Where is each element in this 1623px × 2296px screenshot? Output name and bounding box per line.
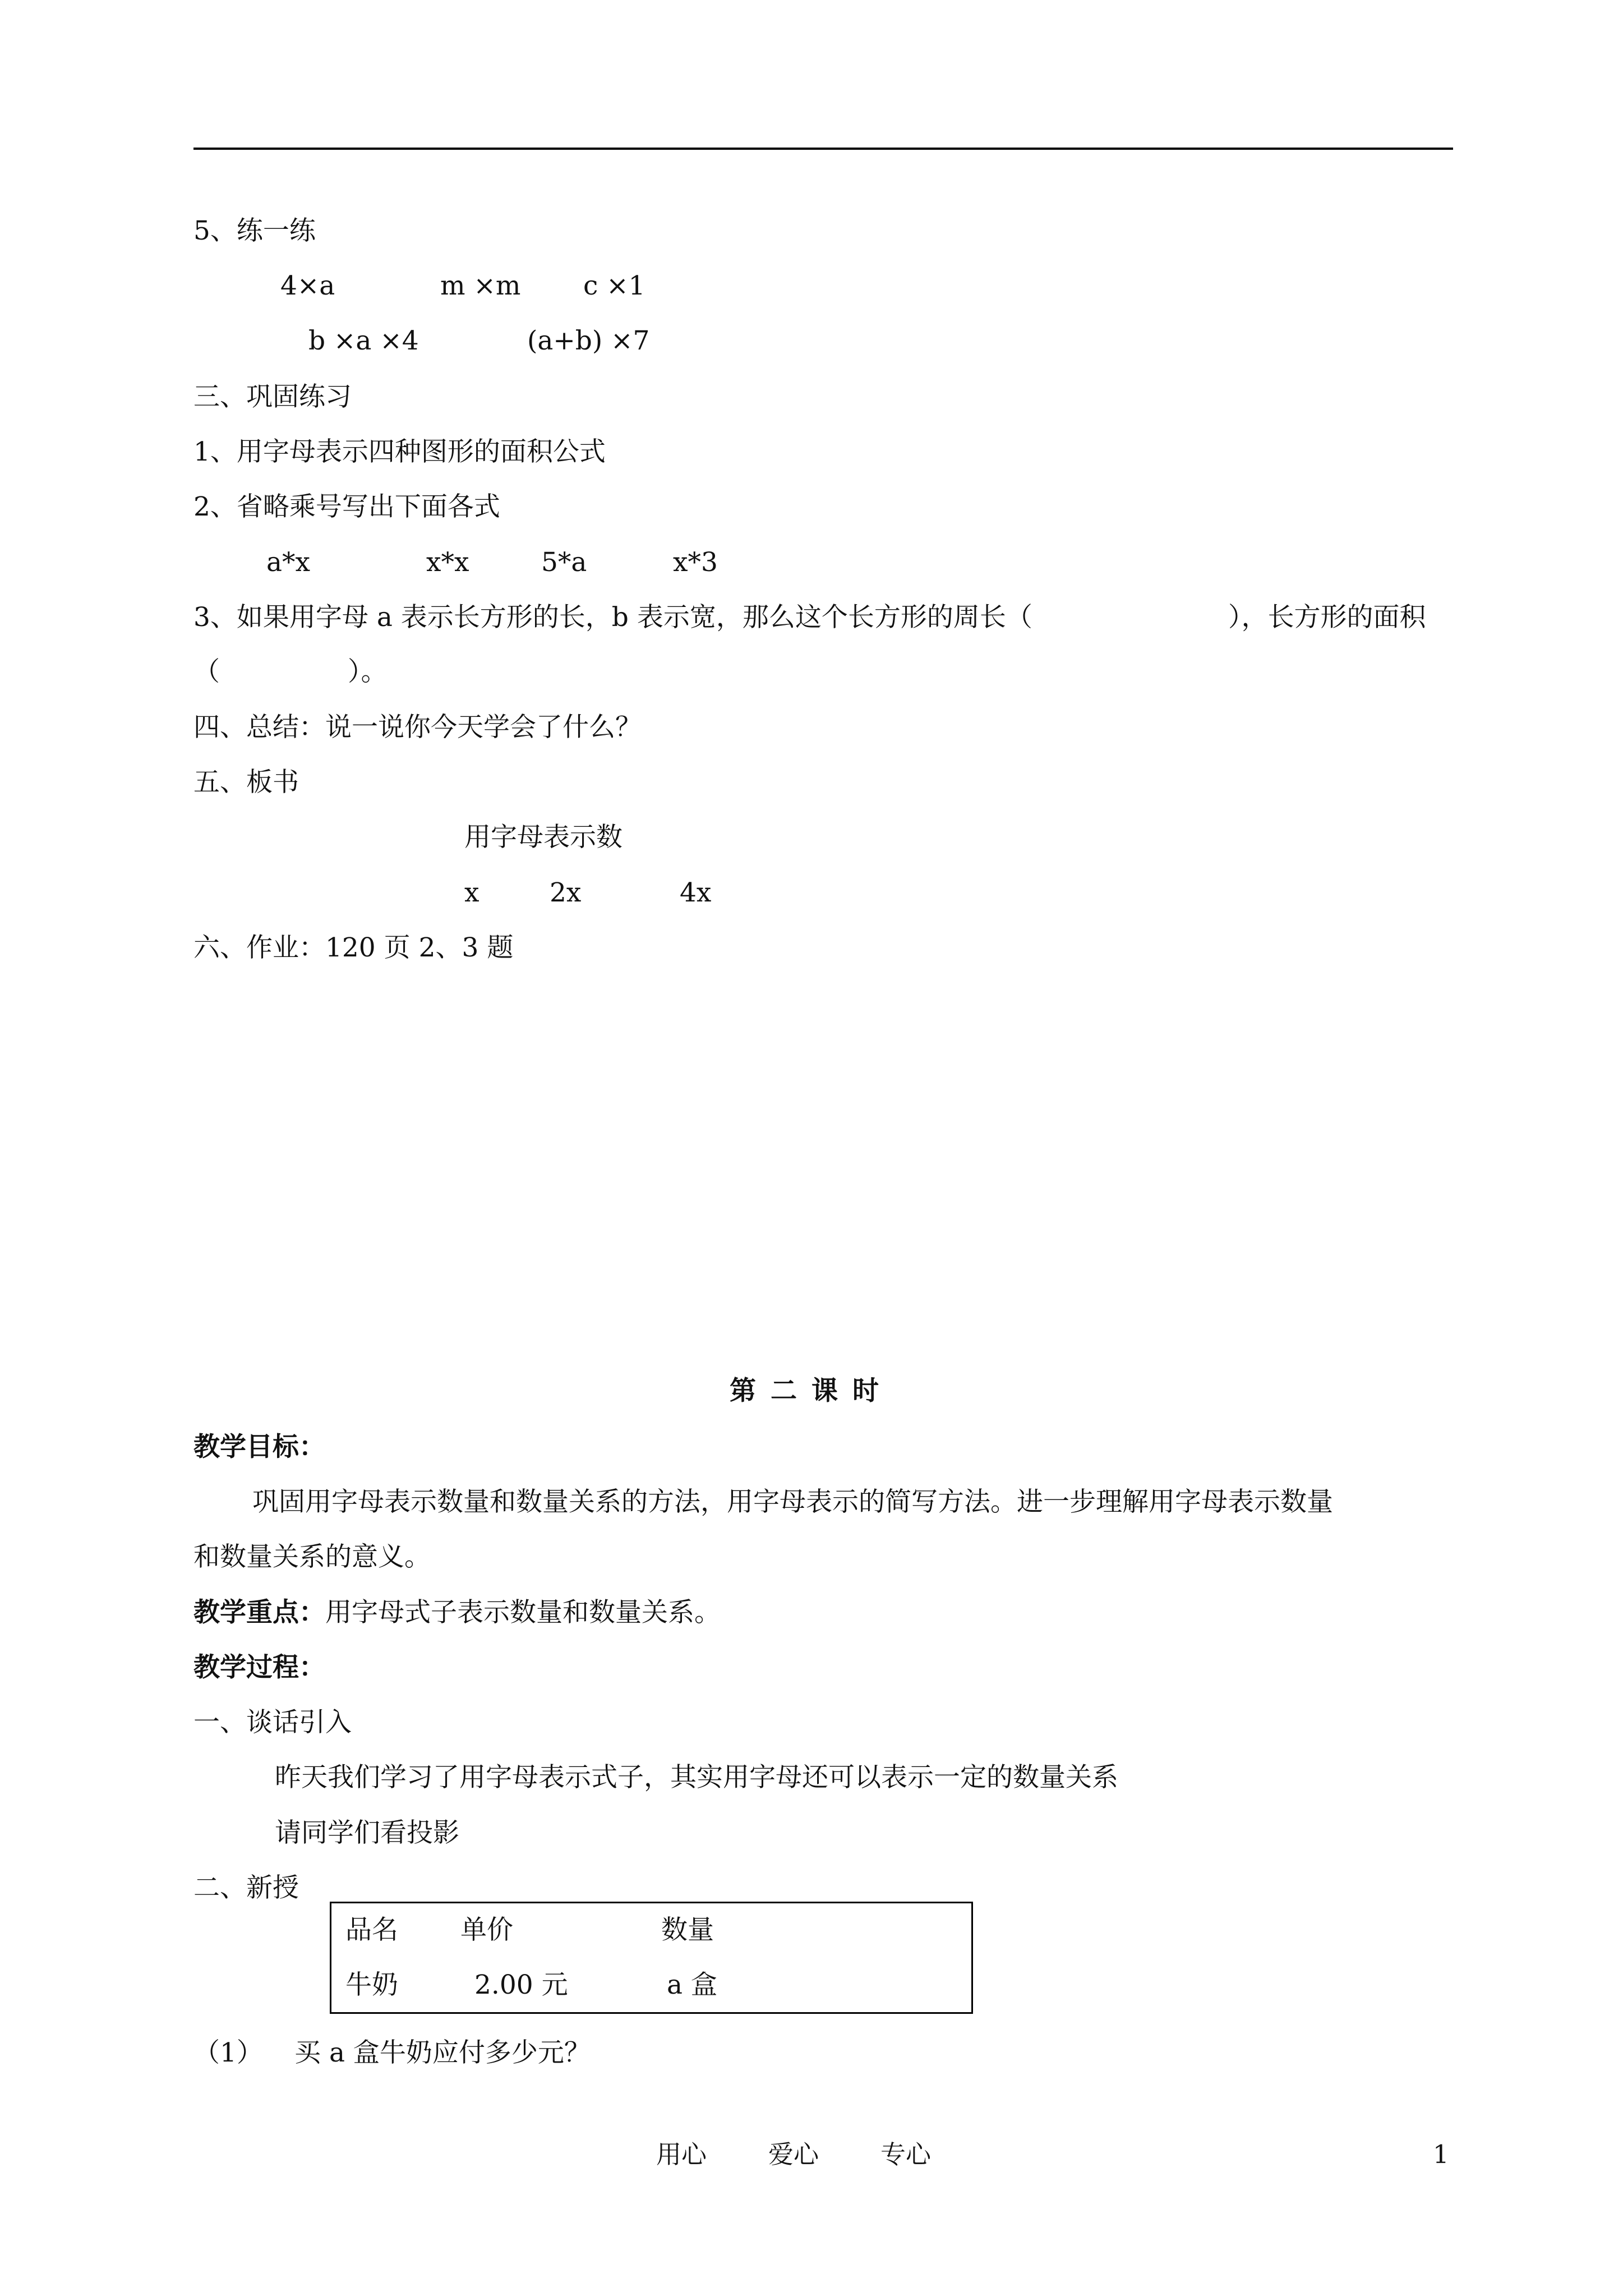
- goals-line-1: 巩固用字母表示数量和数量关系的方法，用字母表示的简写方法。进一步理解用字母表示数量: [252, 1487, 1333, 1517]
- focus-text: 用字母式子表示数量和数量关系。: [325, 1597, 721, 1628]
- exercise-2: 2、省略乘号写出下面各式: [193, 491, 500, 522]
- section-5-row-2: [0, 324, 1623, 358]
- question-1-text: 买 a 盒牛奶应付多少元？: [294, 2037, 591, 2068]
- goods-table: [330, 1902, 973, 2014]
- exercise-1: 1、用字母表示四种图形的面积公式: [193, 436, 606, 467]
- expr: 2x: [550, 877, 582, 908]
- process-label: 教学过程：: [193, 1652, 325, 1683]
- exercise-3-line-1: [0, 601, 1623, 634]
- expr: 4x: [680, 877, 712, 908]
- section-4-summary: 四、总结：说一说你今天学会了什么？: [193, 712, 642, 743]
- board-expressions: [0, 876, 1623, 910]
- page-number: 1: [1433, 2139, 1449, 2169]
- intro-line-1: 昨天我们学习了用字母表示式子，其实用字母还可以表示一定的数量关系: [275, 1762, 1118, 1793]
- expr: x: [464, 877, 479, 908]
- goals-label: 教学目标：: [193, 1432, 325, 1462]
- expr: b ×a ×4: [308, 325, 419, 356]
- intro-line-2: 请同学们看投影: [275, 1818, 459, 1848]
- expr: (a+b) ×7: [527, 325, 650, 356]
- open-paren: （: [193, 656, 220, 687]
- goals-line-2: 和数量关系的意义。: [193, 1542, 431, 1572]
- intro-title: 一、谈话引入: [193, 1707, 352, 1738]
- table-header-quantity: 数量: [661, 1915, 714, 1945]
- expr: 4×a: [280, 270, 335, 301]
- footer-item: 用心: [656, 2139, 707, 2169]
- header-rule: [193, 148, 1453, 150]
- section-5-row-1: [0, 269, 1623, 303]
- table-header-item: 品名: [345, 1915, 398, 1945]
- question-1-number: （1）: [193, 2037, 263, 2068]
- new-lesson-title: 二、新授: [193, 1872, 299, 1903]
- expr: 5*a: [541, 547, 587, 578]
- exercise-3-text-end: ），长方形的面积: [1228, 602, 1426, 633]
- expr: m ×m: [440, 270, 521, 301]
- question-1: [0, 2036, 1623, 2070]
- section-board-title: 五、板书: [193, 767, 299, 798]
- footer-item: 爱心: [768, 2139, 819, 2169]
- focus-line: [0, 1596, 1623, 1630]
- exercise-3-text: 3、如果用字母 a 表示长方形的长，b 表示宽，那么这个长方形的周长（: [193, 602, 1032, 633]
- close-paren: ）。: [348, 656, 388, 687]
- lesson-2-title: 第二课时: [730, 1375, 893, 1406]
- exercise-2-expressions: [0, 546, 1623, 579]
- section-6-homework: 六、作业：120 页 2、3 题: [193, 932, 514, 963]
- expr: x*3: [673, 547, 718, 578]
- board-heading: 用字母表示数: [464, 822, 623, 853]
- table-cell-price: 2.00 元: [474, 1970, 568, 2000]
- section-3-title: 三、巩固练习: [193, 381, 352, 412]
- section-5-title: 5、练一练: [193, 215, 316, 246]
- expr: c ×1: [583, 270, 645, 301]
- table-cell-item: 牛奶: [345, 1970, 398, 2000]
- expr: a*x: [266, 547, 311, 578]
- table-cell-quantity: a 盒: [667, 1970, 717, 2000]
- expr: x*x: [426, 547, 469, 578]
- table-header-price: 单价: [460, 1915, 513, 1945]
- exercise-3-line-2: [0, 655, 1623, 689]
- focus-label: 教学重点：: [193, 1597, 325, 1628]
- footer-item: 专心: [880, 2139, 932, 2169]
